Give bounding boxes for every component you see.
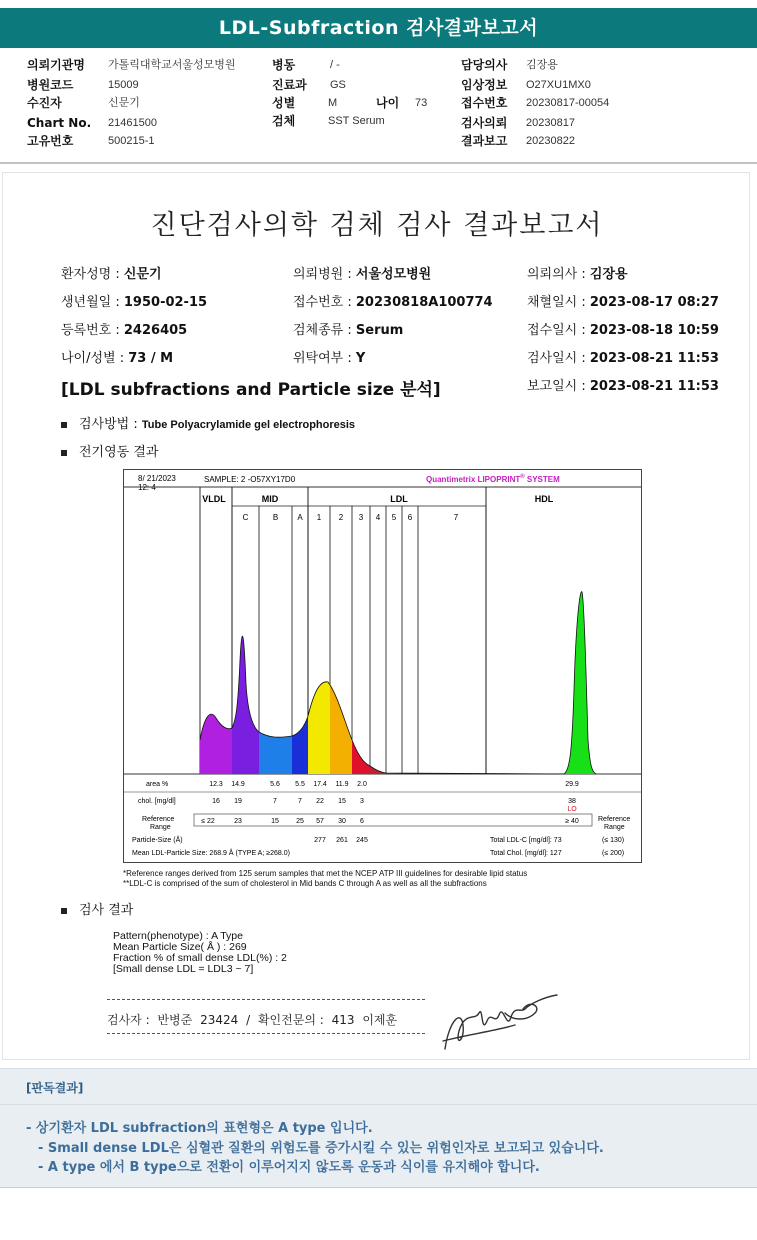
band-label-c: C — [242, 513, 249, 522]
field-key: 위탁여부 : — [293, 351, 356, 366]
result-fraction: Fraction % of small dense LDL(%) : 2 — [113, 952, 287, 964]
info-label: 고유번호 — [27, 134, 74, 148]
mid-b-area — [259, 732, 292, 774]
area-value: 5.5 — [295, 781, 305, 788]
chol-value: 38 — [568, 798, 576, 805]
info-value: 73 — [415, 97, 428, 109]
info-label: 검체 — [272, 114, 296, 128]
field-key: 환자성명 : — [61, 267, 124, 282]
chol-row-label: chol. [mg/dl] — [138, 798, 176, 805]
electro-label: 전기영동 결과 — [79, 445, 159, 460]
total-chol: Total Chol. [mg/dl]: 127 — [490, 850, 562, 857]
ref-row-label-1: Reference — [142, 816, 175, 823]
area-value: 17.4 — [313, 781, 327, 788]
patient-age-sex — [61, 347, 173, 366]
group-label-vldl: VLDL — [202, 494, 226, 504]
field-key: 검사일시 : — [527, 351, 590, 366]
band-label-7: 7 — [453, 513, 459, 522]
bullet-icon — [61, 450, 67, 456]
info-label: 병원코드 — [27, 78, 74, 92]
footnote-2: **LDL-C is comprised of the sum of cholesterol in Mid bands C through A as well as all the subfractions — [123, 879, 487, 888]
band-label-5: 5 — [391, 513, 397, 522]
info-value: 15009 — [108, 79, 139, 91]
ref-value: ≥ 40 — [565, 818, 579, 825]
band-label-b: B — [272, 513, 279, 522]
field-key: 나이/성별 : — [61, 351, 129, 366]
verdict-line-3: - A type 에서 B type으로 전환이 이루어지지 않도록 운동과 식이를 유지해야 합니다. — [38, 1160, 540, 1175]
result-heading — [61, 899, 133, 918]
chart-brand — [426, 473, 560, 484]
field-value: Y — [355, 351, 366, 366]
area-value: 12.3 — [209, 781, 223, 788]
chart-date: 8/ 21/2023 — [138, 474, 176, 483]
info-label: 병동 — [272, 58, 296, 72]
info-value: 500215-1 — [108, 135, 155, 147]
spec-name: 이제훈 — [362, 1013, 398, 1027]
field-key: 보고일시 : — [527, 379, 590, 394]
band-label-3: 3 — [358, 513, 364, 522]
chol-value: 19 — [234, 798, 242, 805]
report-title-bar — [0, 8, 757, 48]
outsourced — [293, 347, 365, 366]
band-label-2: 2 — [338, 513, 344, 522]
info-value: 20230822 — [526, 135, 575, 147]
group-label-hdl: HDL — [534, 494, 554, 504]
field-value: 2426405 — [123, 323, 188, 338]
chart-brand-suffix: SYSTEM — [524, 475, 560, 484]
info-label: 성별 — [272, 96, 296, 110]
info-value: 김장용 — [526, 59, 558, 71]
result-label: 검사 결과 — [79, 903, 134, 918]
chol-value: 15 — [338, 798, 346, 805]
chart-time: 12: 4 — [138, 483, 156, 492]
divider — [0, 162, 757, 164]
mid-a-area — [292, 716, 308, 774]
requesting-hospital — [293, 263, 431, 282]
field-value: 2023-08-18 10:59 — [589, 323, 719, 338]
spec-label: 확인전문의 : — [257, 1013, 328, 1027]
field-key: 의뢰의사 : — [527, 267, 590, 282]
band-label-1: 1 — [316, 513, 322, 522]
ref-value: 25 — [296, 818, 304, 825]
group-label-mid: MID — [261, 494, 279, 504]
info-label: 의뢰기관명 — [27, 58, 85, 72]
result-pattern: Pattern(phenotype) : A Type — [113, 930, 243, 942]
ref-value: 15 — [271, 818, 279, 825]
info-value: 신문기 — [108, 97, 140, 109]
band-label-a: A — [297, 513, 303, 522]
low-flag: LO — [567, 806, 577, 813]
field-key: 접수번호 : — [293, 295, 356, 310]
request-info-block — [0, 52, 757, 154]
field-value: 서울성모병원 — [355, 267, 432, 282]
info-value: 20230817 — [526, 117, 575, 129]
ref-right-label-2: Range — [604, 824, 625, 831]
field-value: 20230818A100774 — [355, 295, 493, 310]
document-title: 진단검사의학 검체 검사 결과보고서 — [150, 210, 604, 241]
result-sdldl-def: [Small dense LDL = LDL3 ~ 7] — [113, 963, 254, 975]
particle-size-label: Particle-Size (Å) — [132, 837, 183, 844]
particle-size-value: 245 — [356, 837, 368, 844]
info-value: 20230817-00054 — [526, 97, 610, 109]
area-row-label: area % — [146, 781, 169, 788]
field-value: 2023-08-21 11:53 — [589, 351, 719, 366]
tested-datetime — [527, 347, 719, 366]
field-value: 2023-08-21 11:53 — [589, 379, 719, 394]
total-ldl-ref: (≤ 130) — [602, 837, 625, 844]
info-label: 결과보고 — [461, 134, 508, 148]
ref-right-label-1: Reference — [598, 816, 631, 823]
area-value: 11.9 — [335, 781, 349, 788]
field-value: 1950-02-15 — [123, 295, 208, 310]
ref-value: ≤ 22 — [201, 818, 215, 825]
particle-size-value: 277 — [314, 837, 326, 844]
section-heading: [LDL subfractions and Particle size 분석] — [61, 380, 441, 400]
accession-no — [293, 291, 493, 310]
hdl-area — [564, 592, 596, 774]
requesting-doctor — [527, 263, 628, 282]
chol-value: 7 — [298, 798, 302, 805]
total-chol-ref: (≤ 200) — [602, 850, 625, 857]
drawn-datetime — [527, 291, 719, 310]
tester-no: 23424 — [200, 1013, 239, 1027]
received-datetime — [527, 319, 719, 338]
chart-brand-mark: ® — [520, 474, 525, 480]
verdict-line-2: - Small dense LDL은 심혈관 질환의 위험도를 증가시킬 수 있는 위험인자로 보고되고 있습니다. — [38, 1141, 604, 1156]
result-mean-size: Mean Particle Size( Å ) : 269 — [113, 941, 247, 953]
reported-datetime — [527, 375, 719, 394]
signature-line-top — [107, 999, 425, 1000]
field-value: 김장용 — [589, 267, 628, 282]
chol-value: 22 — [316, 798, 324, 805]
verdict-header — [0, 1068, 757, 1104]
tester-label: 검사자 : — [107, 1013, 154, 1027]
lab-report-document — [2, 172, 750, 1060]
vldl-area — [200, 714, 232, 774]
info-label: 수진자 — [27, 96, 62, 110]
info-value: GS — [330, 79, 346, 91]
specimen-type — [293, 319, 403, 338]
electro-heading — [61, 441, 158, 460]
info-label: 진료과 — [272, 78, 307, 92]
info-label: 접수번호 — [461, 96, 508, 110]
chol-value: 7 — [273, 798, 277, 805]
ref-value: 57 — [316, 818, 324, 825]
electrophoresis-svg — [124, 470, 641, 862]
ref-value: 6 — [360, 818, 364, 825]
area-value: 29.9 — [565, 781, 579, 788]
spec-no: 413 — [331, 1013, 355, 1027]
info-value: O27XU1MX0 — [526, 79, 591, 91]
field-key: 생년월일 : — [61, 295, 124, 310]
plot-layer — [124, 487, 641, 857]
mid-c-area — [232, 636, 259, 774]
area-value: 2.0 — [357, 781, 367, 788]
signature-line — [107, 1011, 401, 1028]
info-value: M — [328, 97, 338, 109]
bullet-icon — [61, 422, 67, 428]
report-header-title: LDL-Subfraction 검사결과보고서 — [218, 17, 539, 39]
field-key: 의뢰병원 : — [293, 267, 356, 282]
patient-name — [61, 263, 162, 282]
chart-brand-name: Quantimetrix LIPOPRINT — [426, 475, 521, 484]
method-label: 검사방법 : — [79, 417, 142, 432]
verdict-title: [판독결과] — [26, 1081, 84, 1095]
handwritten-signature — [435, 991, 565, 1059]
field-key: 접수일시 : — [527, 323, 590, 338]
info-label: 검사의뢰 — [461, 116, 508, 130]
footnote-1: *Reference ranges derived from 125 serum samples that met the NCEP ATP III guidelines for desirable lipid status — [123, 869, 528, 878]
electrophoresis-chart — [123, 469, 642, 863]
total-ldl: Total LDL-C [mg/dl]: 73 — [490, 837, 562, 844]
area-value: 5.6 — [270, 781, 280, 788]
method-line — [61, 413, 355, 432]
ref-box — [194, 814, 592, 826]
field-key: 채혈일시 : — [527, 295, 590, 310]
info-value: SST Serum — [328, 115, 385, 127]
info-label: 임상정보 — [461, 78, 508, 92]
chol-value: 3 — [360, 798, 364, 805]
ref-value: 23 — [234, 818, 242, 825]
particle-size-value: 261 — [336, 837, 348, 844]
chol-value: 16 — [212, 798, 220, 805]
ref-value: 30 — [338, 818, 346, 825]
results-summary — [113, 931, 287, 975]
patient-dob — [61, 291, 207, 310]
field-value: 2023-08-17 08:27 — [589, 295, 719, 310]
group-label-ldl: LDL — [390, 494, 408, 504]
mean-ldl-size: Mean LDL-Particle Size: 268.9 Å (TYPE A; ≥268.0) — [132, 850, 290, 857]
info-value: 21461500 — [108, 117, 157, 129]
ref-row-label-2: Range — [150, 824, 171, 831]
field-key: 등록번호 : — [61, 323, 124, 338]
band-label-4: 4 — [375, 513, 381, 522]
field-value: 73 / M — [128, 351, 174, 366]
info-label: Chart No. — [27, 116, 92, 130]
field-key: 검체종류 : — [293, 323, 356, 338]
bullet-icon — [61, 908, 67, 914]
field-value: 신문기 — [123, 267, 162, 282]
info-value: / - — [330, 59, 340, 71]
verdict-line-1: - 상기환자 LDL subfraction의 표현형은 A type 입니다. — [26, 1121, 373, 1136]
sig-sep: / — [246, 1013, 251, 1027]
info-label: 나이 — [376, 96, 400, 110]
tester-name: 반병준 — [157, 1013, 193, 1027]
chart-sample: SAMPLE: 2 -O57XY17D0 — [204, 475, 296, 484]
ldl2-area — [330, 684, 352, 774]
area-value: 14.9 — [231, 781, 245, 788]
chart-footnotes — [123, 869, 527, 889]
verdict-body — [0, 1104, 757, 1188]
field-value: Serum — [355, 323, 404, 338]
signature-line-bottom — [107, 1033, 425, 1034]
band-label-6: 6 — [407, 513, 413, 522]
info-label: 담당의사 — [461, 58, 508, 72]
method-value: Tube Polyacrylamide gel electrophoresis — [141, 419, 356, 431]
patient-reg-no — [61, 319, 187, 338]
info-value: 가톨릭대학교서울성모병원 — [108, 59, 236, 71]
